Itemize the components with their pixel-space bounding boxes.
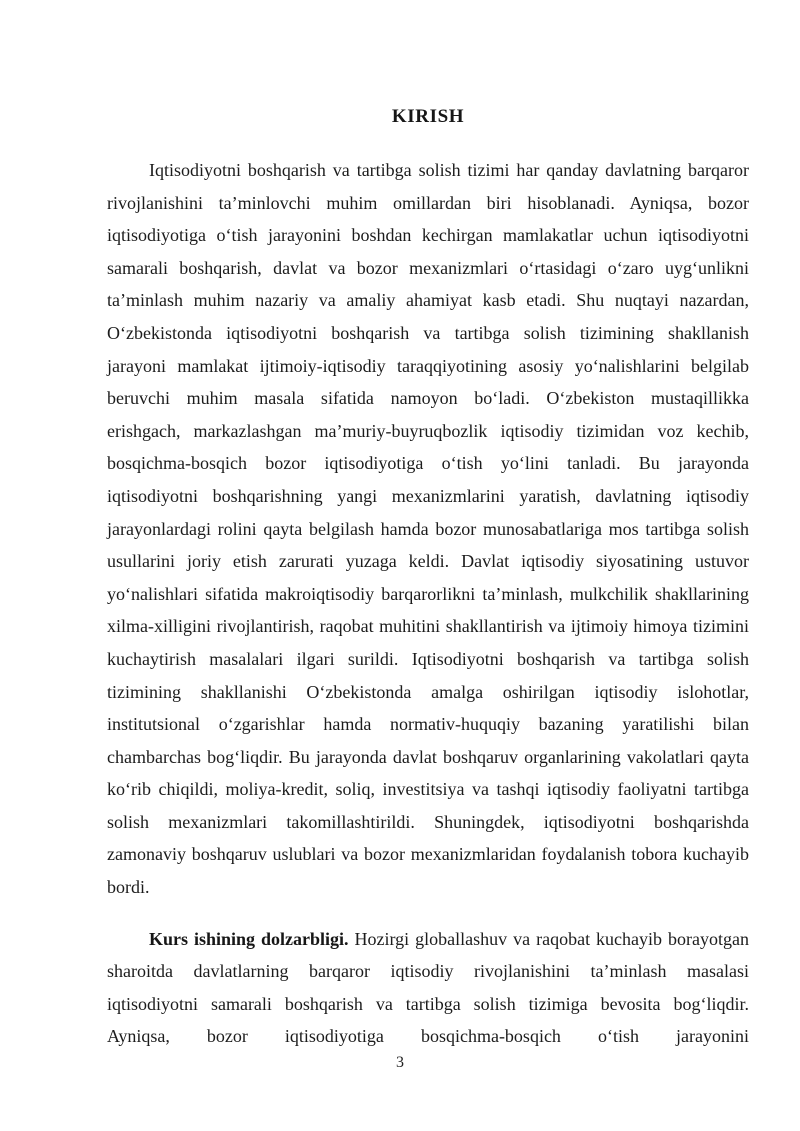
paragraph-relevance-text: Hozirgi globallashuv va raqobat kuchayib borayotgan sharoitda davlatlarning barqaror iqtisodiy rivojlanishini ta’minlash masalasi iqtisodiyotni samarali boshqarish va tartibga solish tizimiga bevosita bogʻliqdir. Ayniqsa, bozor iqtisodiyotiga bosqichma-bosqich oʻtish jarayonini: [107, 928, 749, 1047]
paragraph-introduction-text: Iqtisodiyotni boshqarish va tartibga solish tizimi har qanday davlatning barqaror rivojlanishini ta’minlovchi muhim omillardan biri hisoblanadi. Ayniqsa, bozor iqtisodiyotiga oʻtish jarayonini boshdan kechirgan mamlakatlar uchun iqtisodiyotni samarali boshqarish, davlat va bozor mexanizmlari oʻrtasidagi oʻzaro uygʻunlikni ta’minlash muhim nazariy va amaliy ahamiyat kasb etadi. Shu nuqtayi nazardan, Oʻzbekistonda iqtisodiyotni boshqarish va tartibga solish tizimining shakllanish jarayoni mamlakat ijtimoiy-iqtisodiy taraqqiyotining asosiy yoʻnalishlarini belgilab beruvchi muhim masala sifatida namoyon boʻladi. Oʻzbekiston mustaqillikka erishgach, markazlashgan ma’muriy-buyruqbozlik iqtisodiy tizimidan voz kechib, bosqichma-bosqich bozor iqtisodiyotiga oʻtish yoʻlini tanladi. Bu jarayonda iqtisodiyotni boshqarishning yangi mexanizmlarini yaratish, davlatning iqtisodiy jarayonlardagi rolini qayta belgilash hamda bozor munosabatlariga mos tartibga solish usullarini joriy etish zarurati yuzaga keldi. Davlat iqtisodiy siyosatining ustuvor yoʻnalishlari sifatida makroiqtisodiy barqarorlikni ta’minlash, mulkchilik shakllarining xilma-xilligini rivojlantirish, raqobat muhitini shakllantirish va ijtimoiy himoya tizimini kuchaytirish masalalari ilgari surildi. Iqtisodiyotni boshqarish va tartibga solish tizimining shakllanishi Oʻzbekistonda amalga oshirilgan iqtisodiy islohotlar, institutsional oʻzgarishlar hamda normativ-huquqiy bazaning yaratilishi bilan chambarchas bogʻliqdir. Bu jarayonda davlat boshqaruv organlarining vakolatlari qayta koʻrib chiqildi, moliya-kredit, soliq, investitsiya va tashqi iqtisodiy faoliyatni tartibga solish mexanizmlari takomillashtirildi. Shuningdek, iqtisodiyotni boshqarishda zamonaviy boshqaruv uslublari va bozor mexanizmlaridan foydalanish tobora kuchayib bordi.: [107, 160, 749, 898]
paragraph-relevance: [107, 923, 749, 1053]
page-number: 3: [396, 1054, 404, 1071]
paragraph-introduction: [107, 154, 749, 904]
paragraph-relevance-lead: Kurs ishining dolzarbligi.: [149, 928, 349, 949]
document-title: KIRISH: [391, 106, 465, 127]
document-page: [107, 0, 749, 1053]
